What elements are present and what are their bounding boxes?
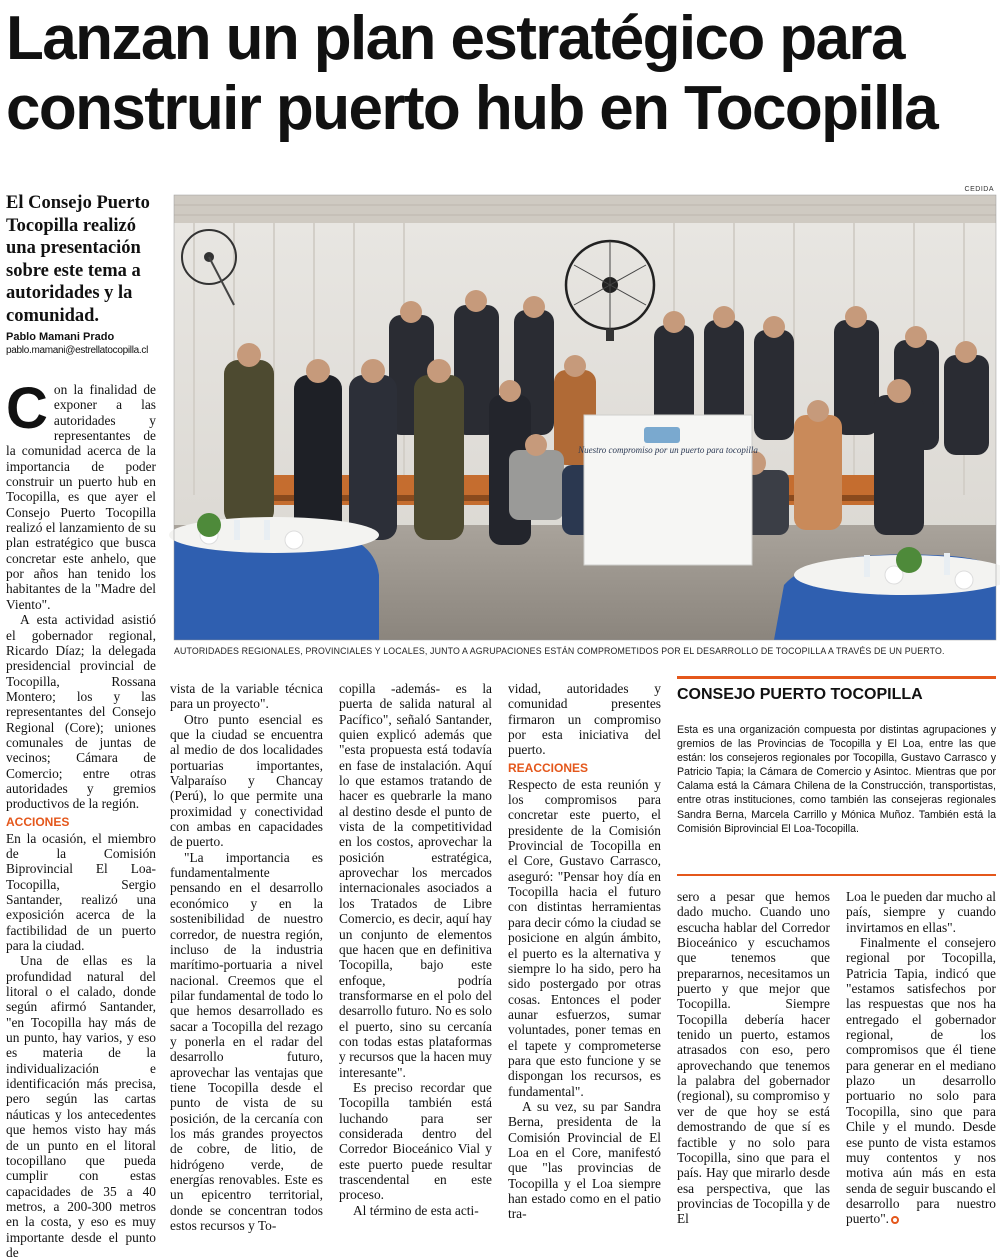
sidebar-text: Esta es una organización compuesta por distintas agrupaciones y gremios de las Provincias de Tocopilla y El Loa, entre las que están: los consejeros regionales por Tocopilla, Gustavo Carrasco y Patricio Tapia; la Cámara de Comercio y Asintoc. Mientras que por Calama está la Cámara Chilena de la Construcción, transportistas, entre otras instituciones, como también las consejeras regionales Sandra Berna, Marcela Carrillo y Mónica Muñoz. También está la Comisión Biprovincial El Loa-Tocopilla. — [677, 724, 996, 835]
paragraph: Es preciso recordar que Tocopilla también está luchando para ser considerada dentro del Corredor Bioceánico Vial y este puerto puede resultar trascendental en este proceso. — [339, 1079, 492, 1203]
paragraph: Loa le pueden dar mucho al país, siempre y cuando invirtamos en ellas". — [846, 889, 996, 935]
commitment-banner — [577, 415, 758, 565]
body-column-4 — [508, 681, 661, 1222]
deck: El Consejo Puerto Tocopilla realizó una presentación sobre este tema a autoridades y la comunidad. — [6, 193, 150, 326]
paragraph: vidad, autoridades y comunidad presentes firmaron un compromiso por esta iniciativa del puerto. — [508, 681, 661, 758]
paragraph: copilla -además- es la puerta de salida natural al Pacífico", señaló Santander, quien explicó además que "esta propuesta está todavía en fase de instalación. Aquí lo que estamos tratando de hacer es quebrarle la mano al destino desde el punto de vista de la competitividad en los costos, aprovechar la posición estratégica, aprovechar los mercados internacionales asociados a los Tratados de Libre Comercio, es decir, aquí hay un conjunto de elementos que hacen que en definitiva Tocopilla, bajo este enfoque, podría transformarse en el polo del desarrollo futuro. No es solo el puerto, sino su cercanía con todas estas plataformas y recursos que la hacen muy interesante". — [339, 681, 492, 1080]
banner-text: Nuestro compromiso por un puerto para tocopilla — [578, 445, 758, 455]
body-column-5 — [677, 889, 830, 1227]
paragraph: Otro punto esencial es que la ciudad se encuentra al medio de dos localidades portuarias importantes, Valparaíso y Chancay (Perú), lo que permite una proximidad y conectividad con ambas en capacidades de puerto. — [170, 711, 323, 850]
sidebar-title: CONSEJO PUERTO TOCOPILLA — [677, 686, 923, 703]
paragraph: "La importancia es fundamentalmente pensando en el desarrollo económico y en la sostenibilidad de nuestro corredor, de nuestra región, incluso de la industria marítimo-portuaria a nivel nacional. Creemos que el pilar fundamental de todo lo que hemos desarrollado es sacar a Tocopilla del rezago y ponerla en el radar del desarrollo futuro, aprovechar las ventajas que tiene Tocopilla desde el punto de vista de su posición, de la cercanía con los más grandes proyectos de cobre, de litio, de hidrógeno verde, de energías renovables. Este es un epicentro territorial, donde se concentran todos estos recursos y To- — [170, 849, 323, 1234]
headline: Lanzan un plan estratégico para construir puerto hub en Tocopilla — [6, 4, 938, 143]
body-column-6 — [846, 889, 996, 1227]
paragraph: vista de la variable técnica para un proyecto". — [170, 681, 323, 712]
paragraph: sero a pesar que hemos dado mucho. Cuando uno escucha hablar del Corredor Bioceánico y escuchamos que tenemos que prepararnos, necesitamos un puerto y que mejor que Tocopilla. Siempre Tocopilla debería hacer tenido un puerto, estamos atrasados con eso, pero aprovechando que tenemos la palabra del gobernador (regional), su compromiso y ver de que hoy se está demostrando de que sí es factible y no solo para Tocopilla, sino que para el país. Hay que mirarlo desde esa perspectiva, que las provincias de Tocopilla y de El — [677, 889, 830, 1227]
closing-paragraph: Finalmente el consejero regional por Tocopilla, Patricia Tapia, indicó que "estamos satisfechos por las respuestas que nos ha entregado el gobernador regional, de los compromisos que él tiene para generar en el mediano plazo un desarrollo portuario no solo para Tocopilla, sino que para Chile y el mundo. Desde ese punto de vista estamos muy contentos y nos motiva aún más en esta senda de seguir buscando el desarrollo para nuestro puerto". — [846, 935, 996, 1227]
body-column-3 — [339, 681, 492, 1218]
sidebar-box — [677, 676, 996, 876]
end-mark-icon — [891, 1216, 899, 1224]
table-left — [169, 513, 379, 640]
paragraph: Respecto de esta reunión y los compromisos para concretar este puerto, el presidente de la Comisión Provincial de Tocopilla en el Core, Gustavo Carrasco, aseguró: "Pensar hoy día en Tocopilla hacia el futuro con distintas herramientas para decir cómo la ciudad se posicione en algún ámbito, el puerto es la alternativa y siempre lo ha sido, pero ha sido postergado por otras cosas. Entonces el poder aunar esfuerzos, sumar voluntades, poner temas en el tapete y comprometerse para que esto funcione y se dispongan los recursos, es fundamental". — [508, 776, 661, 1099]
subhead-reacciones: REACCIONES — [508, 760, 589, 775]
paragraph: A su vez, su par Sandra Berna, presidenta de la Comisión Provincial de El Loa en el Core, manifestó que "las provincias de Tocopilla y el Loa siempre han estado como en el patio tra- — [508, 1098, 661, 1222]
paragraph: Una de ellas es la profundidad natural del litoral o el calado, donde según afirmó Santander, "en Tocopilla hay más de un punto, hay varios, y eso es materia de la individualización e identificación más precisa, pero según las cartas náuticas y los antecedentes que hemos visto hay más de un punto en el litoral tocopillano que pueda cumplir con estas capacidades de 35 a 40 metros, a 200-300 metros en la costa, y eso es muy importante desde el punto de — [6, 953, 156, 1260]
photo-caption: AUTORIDADES REGIONALES, PROVINCIALES Y LOCALES, JUNTO A AGRUPACIONES ESTÁN COMPROMETIDOS POR EL DESARROLLO DE TOCOPILLA A TRAVÉS DE UN PUERTO. — [174, 646, 945, 656]
paragraph: En la ocasión, el miembro de la Comisión Biprovincial El Loa-Tocopilla, Sergio Santander, realizó una exposición acerca de la factibilidad de un puerto para la ciudad. — [6, 830, 156, 954]
body-column-2 — [170, 681, 323, 1233]
subhead-acciones: ACCIONES — [6, 814, 70, 829]
group-photo — [174, 195, 996, 640]
body-column-1 — [6, 376, 156, 1260]
drop-cap: C — [6, 376, 48, 441]
lead-paragraph: Con la finalidad de exponer a las autoridades y representantes de la comunidad acerca de la importancia de poder construir un puerto hub en Tocopilla, es que ayer el Consejo Puerto Tocopilla realizó el lanzamiento de su plan estratégico que busca concretar este anhelo, que por años han tenido los habitantes de la "Madre del Viento". — [6, 376, 156, 612]
paragraph: Al término de esta acti- — [353, 1202, 479, 1218]
byline — [6, 331, 171, 357]
sidebar-divider — [677, 874, 996, 876]
author-name: Pablo Mamani Prado — [6, 331, 115, 343]
paragraph: A esta actividad asistió el gobernador regional, Ricardo Díaz; la delegada presidencial provincial de Tocopilla, Rossana Montero; los y las representantes del Consejo Regional (Core); uniones comunales de juntas de vecinos; Cámara de Comercio; entre otras autoridades y gremios productivos de la región. — [6, 612, 156, 812]
author-email: pablo.mamani@estrellatocopilla.cl — [6, 345, 148, 356]
photo-credit: CEDIDA — [964, 186, 994, 193]
